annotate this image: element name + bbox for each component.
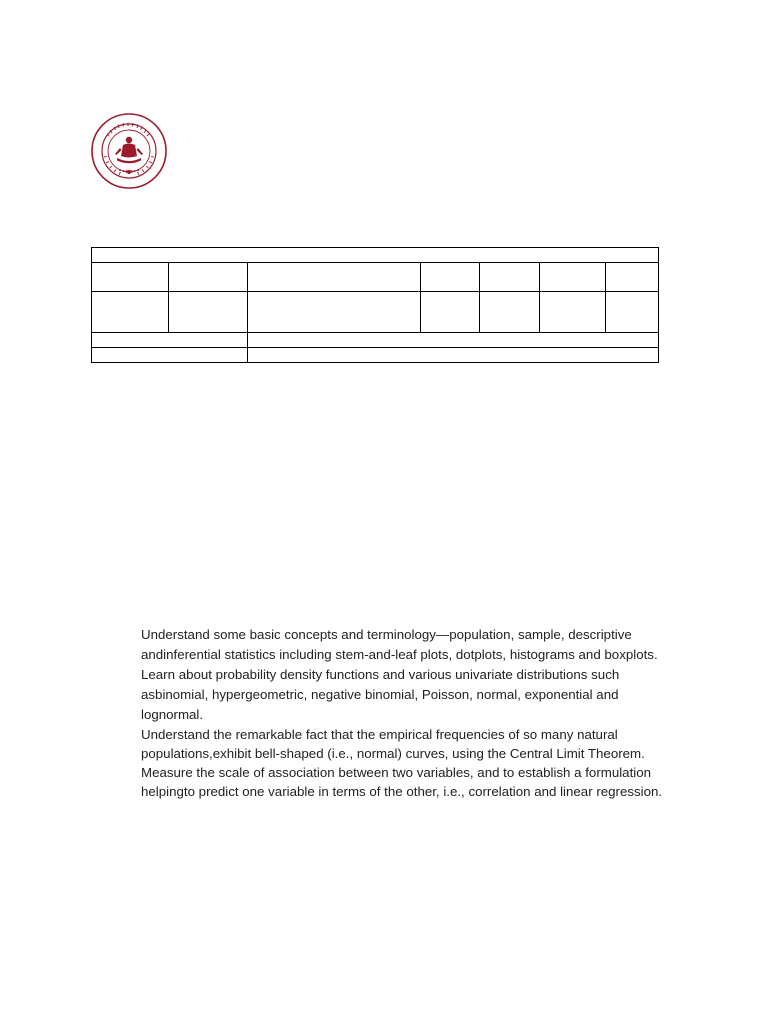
table-cell	[606, 292, 659, 333]
table-cell	[92, 348, 248, 363]
table-cell	[169, 263, 248, 292]
table-cell	[248, 263, 421, 292]
table-cell	[421, 263, 480, 292]
table-row-values	[92, 292, 659, 333]
table-cell	[248, 292, 421, 333]
objective-paragraph: Learn about probability density functions and various univariate distributions such asbinomial, hypergeometric, negative binomial, Poisson, normal, exponential and lognormal.	[141, 667, 620, 722]
table-cell	[92, 248, 659, 263]
university-logo	[90, 112, 168, 190]
table-cell	[480, 292, 540, 333]
table-row-columns	[92, 263, 659, 292]
table-cell	[421, 292, 480, 333]
table-cell	[92, 333, 248, 348]
table-cell	[92, 292, 169, 333]
course-details-table	[91, 247, 659, 363]
learning-objectives	[141, 625, 681, 801]
table-row-header	[92, 248, 659, 263]
table-cell	[92, 263, 169, 292]
table-cell	[606, 263, 659, 292]
table-row-footer-2	[92, 348, 659, 363]
table-cell	[169, 292, 248, 333]
objective-paragraph: Measure the scale of association between two variables, and to establish a formulation helpingto predict one variable in terms of the other, i.e., correlation and linear regression.	[141, 765, 663, 799]
objective-paragraph: Understand some basic concepts and terminology—population, sample, descriptive andinferential statistics including stem-and-leaf plots, dotplots, histograms and boxplots.	[141, 627, 658, 662]
university-seal-icon	[90, 112, 168, 190]
table-cell	[480, 263, 540, 292]
table-cell	[540, 292, 606, 333]
objective-paragraph: Understand the remarkable fact that the empirical frequencies of so many natural populations,exhibit bell-shaped (i.e., normal) curves, using the Central Limit Theorem.	[141, 727, 645, 761]
table-row-footer-1	[92, 333, 659, 348]
table-cell	[248, 348, 659, 363]
table-cell	[540, 263, 606, 292]
table-cell	[248, 333, 659, 348]
